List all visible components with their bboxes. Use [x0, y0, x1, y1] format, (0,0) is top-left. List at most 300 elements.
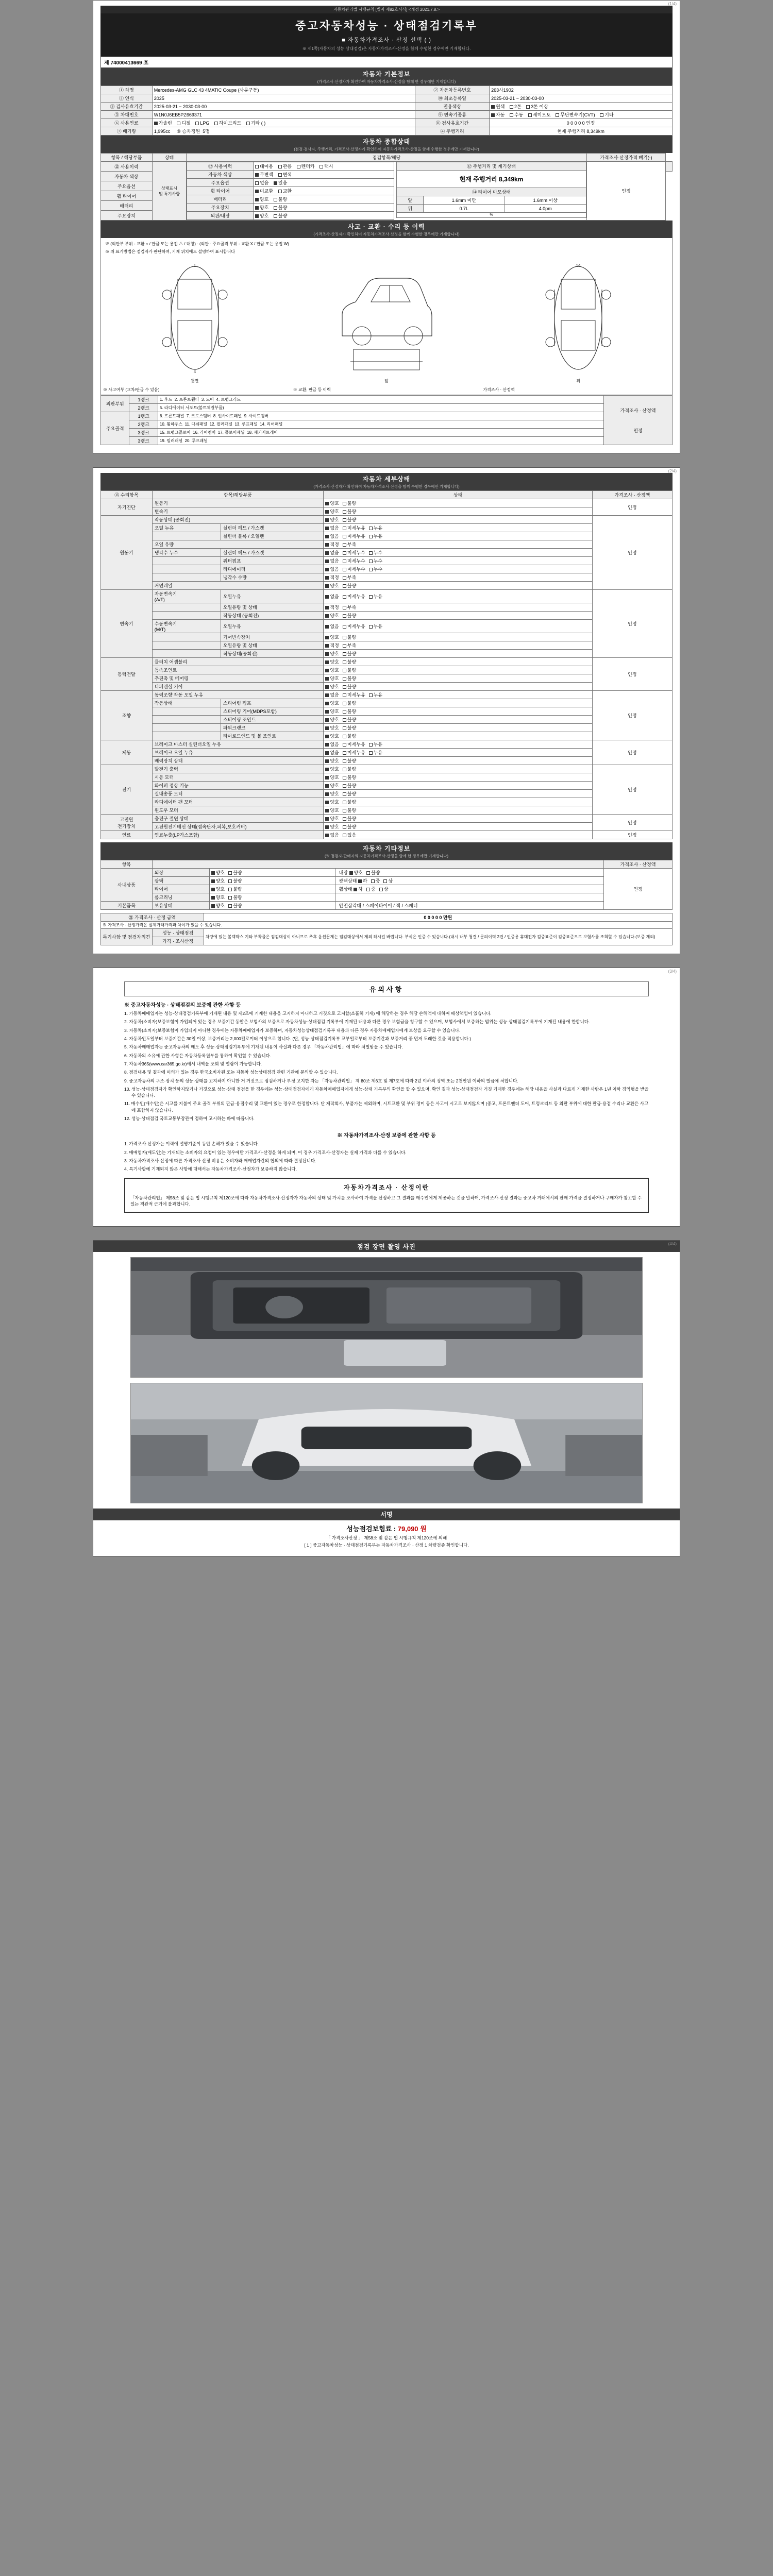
detail-8-0-opt-0[interactable]: 없음 — [325, 832, 339, 838]
overall-col-0: 항목 / 해당부품 — [101, 154, 153, 162]
detail-group-3: 동력전달 — [101, 658, 153, 691]
detail-6-0-opt-0[interactable]: 양호 — [325, 766, 339, 772]
detail-row — [101, 650, 673, 658]
detail-1-1-opt-1[interactable]: 미세누유 — [343, 524, 365, 531]
mileage-value: 현재 주행거리 8,349km — [397, 171, 586, 188]
detail-4-0-opt-0[interactable]: 없음 — [325, 691, 339, 698]
value-vin: W1N0J6EB5PZ669371 — [152, 111, 415, 119]
detail-7-0-opt-0[interactable]: 양호 — [325, 815, 339, 822]
ext-rank2-items: 5. 라디에이터 서포트(볼트체결부품) — [158, 404, 603, 412]
detail-label-4-3 — [152, 716, 221, 724]
detail-label-0-0: 원동기 — [152, 499, 324, 507]
notice-item: 8. 점검내용 및 결과에 이의가 있는 경우 한국소비자원 또는 자동차 성능상태점검 관련 기관에 문의할 수 있습니다. — [124, 1070, 338, 1075]
etc-row — [101, 869, 673, 877]
detail-group-1: 원동기 — [101, 516, 153, 590]
remarks-label: 특기사항 및 점검자의견 — [101, 929, 153, 945]
etc-col-0: 항목 — [101, 860, 153, 869]
detail-5-0-opt-0[interactable]: 없음 — [325, 741, 339, 748]
use-opt-1[interactable]: 관용 — [278, 163, 292, 170]
value-mileage: 현재 주행거리 8,349km — [490, 127, 673, 135]
detail-options-3-0 — [324, 658, 592, 666]
fuel-option-1[interactable]: 디젤 — [177, 120, 190, 126]
detail-4-3-opt-0[interactable]: 양호 — [325, 716, 339, 723]
battery-state-label: 배터리 — [187, 195, 254, 204]
detail-6-4-opt-1[interactable]: 불량 — [343, 799, 356, 805]
detail-label-2-6 — [152, 650, 221, 658]
main-device-options — [254, 204, 394, 212]
detail-3-2-opt-0[interactable]: 양호 — [325, 675, 339, 682]
detail-options-3-1 — [324, 666, 592, 674]
color-option-1[interactable]: 2톤 — [510, 103, 522, 110]
notice-item: 11. 매수인(매수인)은 시고를 지불이 주요 골격 부위의 판금·용접수리 및 교환이 있는 경우로 한정합니다. 단 제작회사, 부품가는 제외하며, 시트교환 및 부위 경미 등은 사고이 시고로 보지않으며 (중고, 프론트팬더 도어, 트렁크리드 등 외판 부위에 대한 판금·용접 수리나 교환은 사고에 포함하지 않습니다. — [124, 1101, 649, 1113]
panel-state-opt-1[interactable]: 불량 — [274, 212, 287, 219]
detail-7-0-opt-1[interactable]: 불량 — [343, 815, 356, 822]
panel-state-opt-0[interactable]: 양호 — [255, 212, 268, 219]
detail-2-3-opt-2[interactable]: 누유 — [369, 623, 382, 630]
detail-row — [101, 666, 673, 674]
detail-row — [101, 499, 673, 507]
detail-row — [101, 603, 673, 612]
notice-item: 6. 자동차의 소유에 관한 사항은 자동차등록원부를 통하여 확인할 수 있습니다. — [124, 1053, 272, 1058]
detail-5-1-opt-1[interactable]: 미세누유 — [343, 749, 365, 756]
overall-col-3: 가격조사·산정가격 빼기(-) — [586, 154, 666, 162]
color-option-0[interactable]: 원색 — [491, 103, 505, 110]
detail-sublabel-2-0: 오일누유 — [221, 590, 324, 603]
accident-price-cell — [603, 396, 672, 445]
rank2-label: 2랭크 — [129, 404, 158, 412]
detail-2-0-opt-0[interactable]: 없음 — [325, 593, 339, 600]
definition-text: 「자동차관리법」 제58조 및 같은 법 시행규칙 제120조에 따라 자동차가격조사·산정자가 자동차의 상태 및 가치를 조사하여 가격을 산정하고 그 결과를 매수인에게 제공하는 것을 말하며, 가격조사·산정 결과는 중고차 거래에서의 판매 가격을 결정하거나 구매자가 참고할 수 있는 객관적 근거에 불과합니다. — [130, 1195, 642, 1207]
etc-a-0-opt-0[interactable]: 양호 — [211, 869, 225, 876]
detail-8-0-opt-1[interactable]: 있음 — [343, 832, 356, 838]
detail-6-1-opt-1[interactable]: 불량 — [343, 774, 356, 781]
photo-underbody[interactable] — [130, 1383, 643, 1503]
etc-a-0-opt-1[interactable]: 불량 — [228, 869, 242, 876]
battery-state-opt-0[interactable]: 양호 — [255, 196, 268, 202]
detail-label-4-0: 동력조향 작동 오일 누유 — [152, 691, 324, 699]
use-opt-0[interactable]: 대여용 — [255, 163, 273, 170]
detail-1-4-opt-0[interactable]: 없음 — [325, 549, 339, 556]
notice-item: 3. 자동차가격조사·산정에 따른 가격조사 산정 비용은 소비자와 매매업자간의 협의에 따라 결정됩니다. — [124, 1158, 316, 1163]
detail-1-1-opt-2[interactable]: 누유 — [369, 524, 382, 531]
detail-options-1-6 — [324, 565, 592, 573]
detail-options-7-0 — [324, 815, 592, 823]
option-state-opt-0[interactable]: 없음 — [255, 179, 268, 186]
detail-price-0: 인정 — [592, 499, 672, 516]
detail-3-1-opt-1[interactable]: 불량 — [343, 667, 356, 673]
tire-header: ⑭ 타이어 마모상태 — [397, 188, 586, 196]
detail-2-3-opt-1[interactable]: 미세누유 — [343, 623, 365, 630]
tire-row-1-left: 0.7L — [423, 205, 505, 213]
value-fuel — [152, 119, 415, 127]
insurance-fee-value: 79,090 원 — [397, 1525, 427, 1533]
label-transmission: ⑨ 변속기종류 — [415, 111, 489, 119]
main-device-opt-1[interactable]: 불량 — [274, 204, 287, 211]
detail-5-0-opt-1[interactable]: 미세누유 — [343, 741, 365, 748]
detail-label-8-0: 연료누출(LP가스포함) — [152, 831, 324, 839]
etc-b-2-opt-1[interactable]: 중 — [366, 886, 376, 892]
detail-1-4-opt-1[interactable]: 미세누수 — [343, 549, 365, 556]
detail-2-5-opt-1[interactable]: 부족 — [343, 642, 356, 649]
transmission-option-0[interactable]: 자동 — [491, 111, 505, 118]
notice-item: 2. 매매업자(매도인)는 기재되는 소비자의 요청이 있는 경우에만 가격조사·산정을 하게 되며, 이 경우 가격조사·산정자는 실제 가격과 다를 수 있습니다. — [124, 1149, 407, 1155]
detail-0-1-opt-0[interactable]: 양호 — [325, 508, 339, 515]
detail-5-2-opt-0[interactable]: 양호 — [325, 757, 339, 764]
label-car-name: ① 차명 — [101, 86, 153, 94]
detail-options-1-4 — [324, 549, 592, 557]
detail-options-4-1 — [324, 699, 592, 707]
detail-group-7: 고전원 전기장치 — [101, 815, 153, 831]
car-diagram-side-caption: 앞 — [384, 379, 389, 383]
fuel-option-3[interactable]: 하이브리드 — [214, 120, 241, 126]
detail-6-2-opt-0[interactable]: 양호 — [325, 782, 339, 789]
label-inspection-period: ③ 검사유효기간 — [101, 103, 153, 111]
detail-group-0: 자기진단 — [101, 499, 153, 516]
detail-2-6-opt-1[interactable]: 불량 — [343, 650, 356, 657]
etc-b-1-opt-1[interactable]: 중 — [371, 877, 380, 884]
ext-panel-label: 외판부위 — [101, 396, 129, 412]
notice-item: 3. 자동차(소비자)보증보험이 가입되지 아니한 경우에는 자동차매매업자가 보증하며, 자동차성능상태점검기록부 내용과 다른 경우 자동차매매업자에게 보상을 요구할 수 있습니다. — [124, 1027, 461, 1033]
car-diagram-side[interactable] — [335, 259, 438, 384]
accident-price-header: 가격조사 · 산정액 — [620, 408, 656, 413]
etc-opts-0 — [209, 869, 335, 877]
detail-3-3-opt-0[interactable]: 양호 — [325, 683, 339, 690]
detail-2-4-opt-0[interactable]: 양호 — [325, 634, 339, 640]
detail-1-6-opt-0[interactable]: 없음 — [325, 566, 339, 572]
transmission-option-1[interactable]: 수동 — [510, 111, 523, 118]
detail-sublabel-4-2: 스티어링 기어(MDPS포함) — [221, 707, 324, 716]
detail-1-6-opt-1[interactable]: 미세누수 — [343, 566, 365, 572]
etc-a-1-opt-0[interactable]: 양호 — [211, 877, 225, 884]
detail-label-4-5 — [152, 732, 221, 740]
detail-3-0-opt-0[interactable]: 양호 — [325, 658, 339, 665]
label-year: ② 연식 — [101, 94, 153, 103]
transmission-option-3[interactable]: 무단변속기(CVT) — [556, 111, 595, 118]
detail-1-2-opt-2[interactable]: 누유 — [369, 533, 382, 539]
detail-row — [101, 620, 673, 633]
use-opt-2[interactable]: 렌터카 — [297, 163, 315, 170]
etc-label-3: 룸크리닝 — [152, 893, 209, 902]
fuel-option-0[interactable]: 가솔린 — [154, 120, 172, 126]
detail-label-6-4: 라디에이터 팬 모터 — [152, 798, 324, 806]
overall-row-label-5: 주요장치 — [101, 211, 153, 221]
detail-1-0-opt-1[interactable]: 불량 — [343, 516, 356, 523]
detail-2-2-opt-1[interactable]: 불량 — [343, 612, 356, 619]
detail-3-3-opt-1[interactable]: 불량 — [343, 683, 356, 690]
detail-group-6: 전기 — [101, 765, 153, 815]
notice-item: 4. 자동차인도일부터 보증기간은 30일 이상, 보증거리는 2,000킬로미터 이상으로 합니다. (단, 성능·상태점검기록부 교부일로부터 보증기간과 보증거리 중 먼저 도래한 것을 적용합니다.) — [124, 1036, 472, 1041]
option-state-options — [254, 179, 394, 187]
svg-text:4: 4 — [193, 369, 196, 374]
etc-group-0: 사내상품 — [101, 869, 153, 902]
etc-a-3-opt-0[interactable]: 양호 — [211, 894, 225, 901]
section-overall-title: 자동차 종합상태 — [362, 138, 411, 145]
etc-label-2: 타이어 — [152, 885, 209, 893]
photo-list — [93, 1257, 680, 1503]
etc-row — [101, 902, 673, 910]
detail-label-1-8: 커먼레일 — [152, 582, 324, 590]
detail-sublabel-4-1: 스티어링 펌프 — [221, 699, 324, 707]
detail-4-1-opt-1[interactable]: 불량 — [343, 700, 356, 706]
etc-b-2-opt-0[interactable]: 하 — [354, 886, 363, 892]
etc-row — [101, 893, 673, 902]
detail-sublabel-1-2: 실린더 블록 / 오일팬 — [221, 532, 324, 540]
page-3 — [93, 968, 680, 1227]
fuel-option-2[interactable]: LPG — [195, 121, 209, 126]
section-basic-info-header — [100, 68, 673, 86]
detail-price-3: 인정 — [592, 658, 672, 691]
accident-legend-1: ※ (외판부 부위 - 교환 ○ / 판금 또는 용접 △ / 대칭) · (외판 · 주요골격 부위 - 교환 X / 판금 또는 용접 W) — [105, 242, 289, 246]
etc-b-0-opt-0[interactable]: 양호 — [349, 869, 363, 876]
detail-1-5-opt-1[interactable]: 미세누수 — [343, 557, 365, 564]
detail-label-0-1: 변속기 — [152, 507, 324, 516]
etc-b-2-opt-2[interactable]: 상 — [379, 886, 389, 892]
detail-1-2-opt-1[interactable]: 미세누유 — [343, 533, 365, 539]
detail-row — [101, 765, 673, 773]
wheel-state-opt-0[interactable]: 미교환 — [255, 188, 273, 194]
label-mileage: ④ 주행거리 — [415, 127, 489, 135]
detail-2-0-opt-2[interactable]: 누유 — [369, 593, 382, 600]
detail-4-2-opt-1[interactable]: 불량 — [343, 708, 356, 715]
detail-1-5-opt-2[interactable]: 누수 — [369, 557, 382, 564]
detail-options-8-0 — [324, 831, 592, 839]
detail-row — [101, 773, 673, 782]
detail-4-5-opt-1[interactable]: 불량 — [343, 733, 356, 739]
detail-1-4-opt-2[interactable]: 누수 — [369, 549, 382, 556]
notice-item: 1. 가동차매매업자는 성능·상태점검기록부에 기재된 내용 및 제2조에 기재한 내용을 고지하지 아니하고 거짓으로 고지할(소홀히 기재) 에 해당하는 경우 해당 손해액에 대하여 배상책임이 있습니다. — [124, 1011, 492, 1016]
notice-title: 유의사항 — [124, 981, 649, 996]
frame-rank2-items: 10. 휠하우스 11. 대쉬패널 12. 필러패널 13. 루프패널 14. 리어패널 — [158, 420, 603, 429]
detail-6-1-opt-0[interactable]: 양호 — [325, 774, 339, 781]
detail-2-3-opt-0[interactable]: 없음 — [325, 623, 339, 630]
detail-1-3-opt-1[interactable]: 부족 — [343, 541, 356, 548]
notice-item: 4. 특기사항에 기재되지 않은 사항에 대해서는 자동차가격조사·산정자가 보증하지 않습니다. — [124, 1166, 297, 1172]
detail-5-1-opt-0[interactable]: 없음 — [325, 749, 339, 756]
frame-label: 주요골격 — [101, 412, 129, 445]
detail-1-1-opt-0[interactable]: 없음 — [325, 524, 339, 531]
document-note: ※ 제1쪽(자동차의 성능·상태점검)은 자동차가격조사·산정을 함께 수행한 경우에만 기재합니다. — [302, 46, 471, 51]
detail-options-1-2 — [324, 532, 592, 540]
detail-1-8-opt-1[interactable]: 불량 — [343, 582, 356, 589]
detail-1-2-opt-0[interactable]: 없음 — [325, 533, 339, 539]
detail-6-2-opt-1[interactable]: 불량 — [343, 782, 356, 789]
detail-3-2-opt-1[interactable]: 불량 — [343, 675, 356, 682]
car-diagram-front-caption: 윗면 — [190, 379, 199, 383]
battery-state-opt-1[interactable]: 불량 — [274, 196, 287, 202]
wheel-state-opt-1[interactable]: 교환 — [278, 188, 292, 194]
color-option-2[interactable]: 3톤 이상 — [526, 103, 548, 110]
detail-price-7: 인정 — [592, 815, 672, 831]
value-car-name: Mercedes-AMG GLC 43 4MATIC Coupe (사륜구동) — [152, 86, 415, 94]
overall-detail-cell — [187, 162, 586, 221]
page-mark-1: (1/4) — [668, 2, 677, 6]
detail-7-1-opt-1[interactable]: 불량 — [343, 823, 356, 830]
detail-label-5-0: 브레이크 마스터 실린더오일 누유 — [152, 740, 324, 749]
detail-price-5: 인정 — [592, 740, 672, 765]
mileage-box-label: ⑫ 주행거리 및 계기상태 — [397, 162, 586, 171]
detail-label-1-7 — [152, 573, 221, 582]
section-basic-info-hint: (가격조사·산정자가 확인하여 자동차가격조사·산정을 함께 한 경우에만 기재합니다) — [317, 79, 456, 84]
detail-row — [101, 590, 673, 603]
detail-row — [101, 540, 673, 549]
notice-item: 5. 자동차매매업자는 중고자동차의 매도 후 성능·상태점검기록부에 기재된 내용이 사실과 다른 경우 「자동차관리법」에 따라 처벌받을 수 있습니다. — [124, 1044, 403, 1050]
detail-sublabel-2-4: 기어변속장치 — [221, 633, 324, 641]
photos-header: 점검 장면 촬영 사진 — [93, 1241, 680, 1252]
etc-price: 인정 — [603, 869, 672, 910]
detail-2-6-opt-0[interactable]: 양호 — [325, 650, 339, 657]
detail-5-0-opt-2[interactable]: 누유 — [369, 741, 382, 748]
color-state-opt-0[interactable]: 무변색 — [255, 171, 273, 178]
detail-row — [101, 524, 673, 532]
svg-text:1: 1 — [193, 263, 196, 268]
detail-4-0-opt-1[interactable]: 미세누유 — [343, 691, 365, 698]
detail-6-4-opt-0[interactable]: 양호 — [325, 799, 339, 805]
photo-engine-bay[interactable] — [130, 1257, 643, 1378]
detail-5-1-opt-2[interactable]: 누유 — [369, 749, 382, 756]
notice-sub-1: ※ 중고자동차성능 · 상태점검의 보증에 관한 사항 등 — [124, 1003, 241, 1008]
car-diagram-front[interactable] — [156, 259, 233, 384]
detail-1-7-opt-0[interactable]: 적정 — [325, 574, 339, 581]
detail-6-3-opt-1[interactable]: 불량 — [343, 790, 356, 797]
etc-b-0-opt-1[interactable]: 불량 — [366, 869, 380, 876]
detail-6-0-opt-1[interactable]: 불량 — [343, 766, 356, 772]
option-state-opt-1[interactable]: 있음 — [274, 179, 287, 186]
overall-col-1: 상태 — [152, 154, 187, 162]
detail-label-2-2 — [152, 612, 221, 620]
battery-state-options — [254, 195, 394, 204]
color-state-opt-1[interactable]: 변색 — [278, 171, 292, 178]
value-reg-no: 263사1902 — [490, 86, 673, 94]
detail-4-1-opt-0[interactable]: 양호 — [325, 700, 339, 706]
etc-a-3-opt-1[interactable]: 불량 — [228, 894, 242, 901]
overall-row-label-2: 주요옵션 — [101, 181, 153, 191]
detail-3-0-opt-1[interactable]: 불량 — [343, 658, 356, 665]
car-diagram-row — [103, 256, 670, 385]
detail-4-4-opt-1[interactable]: 불량 — [343, 724, 356, 731]
accident-parts-table — [100, 395, 673, 445]
etc-label-1: 광택 — [152, 877, 209, 885]
detail-2-1-opt-0[interactable]: 적정 — [325, 604, 339, 611]
tire-row-0-right: 1.6mm 이상 — [505, 196, 586, 205]
tire-row-0-label: 앞 — [397, 196, 423, 205]
price-unit: 0 0 0 0 0 만원 — [204, 913, 672, 922]
signature-header: 서명 — [93, 1509, 680, 1520]
detail-1-6-opt-2[interactable]: 누수 — [369, 566, 382, 572]
etc-a-4-opt-1[interactable]: 불량 — [228, 902, 242, 909]
detail-6-5-opt-0[interactable]: 양호 — [325, 807, 339, 814]
detail-2-4-opt-1[interactable]: 불량 — [343, 634, 356, 640]
etc-a-1-opt-1[interactable]: 불량 — [228, 877, 242, 884]
detail-label-2-3: 수동변속기 (M/T) — [152, 620, 221, 633]
transmission-option-4[interactable]: 기타 — [600, 111, 613, 118]
detail-col-1: 항목/해당부품 — [152, 491, 324, 499]
detail-row — [101, 641, 673, 650]
tire-row-0-left: 1.6mm 미만 — [423, 196, 505, 205]
detail-row — [101, 724, 673, 732]
etc-extra-2: 휠상태 하 중 상 — [335, 885, 603, 893]
detail-2-1-opt-1[interactable]: 부족 — [343, 604, 356, 611]
page-mark-2: (2/4) — [668, 469, 677, 473]
etc-b-1-opt-2[interactable]: 상 — [383, 877, 393, 884]
label-gear: ⑪ 검사유효기간 — [415, 119, 489, 127]
detail-col-0: ⑮ 수리항목 — [101, 491, 153, 499]
etc-a-2-opt-1[interactable]: 불량 — [228, 886, 242, 892]
detail-1-7-opt-1[interactable]: 부족 — [343, 574, 356, 581]
detail-0-0-opt-0[interactable]: 양호 — [325, 500, 339, 506]
detail-row — [101, 658, 673, 666]
detail-4-3-opt-1[interactable]: 불량 — [343, 716, 356, 723]
value-color-options — [490, 103, 673, 111]
page-mark-4: (4/4) — [668, 1242, 677, 1247]
detail-price-1: 인정 — [592, 516, 672, 590]
insurance-fee-label: 성능점검보험료 : — [346, 1525, 396, 1533]
detail-options-1-0 — [324, 516, 592, 524]
detail-1-8-opt-0[interactable]: 양호 — [325, 582, 339, 589]
remarks-text: 차량에 있는 볼랙박스 기타 부착물은 점검대상이 아니므로 추후 옵션문제는 점검대상에서 제외 하시길 바랍니다. 부식은 인증 수 있습니다.(내시 내부 청결 / 문의이력 2건 / 인증용 휴대전자 검증표준이 검증표준으로 보험사를 조회할 수 있습니다.(보증 제외) — [204, 929, 672, 945]
detail-4-4-opt-0[interactable]: 양호 — [325, 724, 339, 731]
detail-5-2-opt-1[interactable]: 불량 — [343, 757, 356, 764]
page-4 — [93, 1240, 680, 1556]
detail-3-1-opt-0[interactable]: 양호 — [325, 667, 339, 673]
etc-b-1-opt-0[interactable]: 하 — [358, 877, 367, 884]
detail-1-5-opt-0[interactable]: 없음 — [325, 557, 339, 564]
detail-label-4-4 — [152, 724, 221, 732]
detail-options-2-1 — [324, 603, 592, 612]
detail-group-2: 변속기 — [101, 590, 153, 658]
detail-6-5-opt-1[interactable]: 불량 — [343, 807, 356, 814]
label-vin: ⑤ 차대번호 — [101, 111, 153, 119]
detail-4-0-opt-2[interactable]: 누유 — [369, 691, 382, 698]
detail-1-0-opt-0[interactable]: 양호 — [325, 516, 339, 523]
detail-4-2-opt-0[interactable]: 양호 — [325, 708, 339, 715]
notice-item: 10. 성능·상태점검자가 확인하지않거나 거짓으로 성능·상태 점검을 한 경우에는 성능·상태점검자에게 자동차매매업자에게 성능·상태 기록부의 확인을 할 수 있으며, 확인 결과 성능·상태점검자 거짓 기재한 경우에는 해당 내용을 사실과 다르게 기재한 사람은 1년 이하 징역형을 받을 수 있습니다. — [124, 1086, 649, 1098]
detail-row — [101, 612, 673, 620]
value-first-reg: 2025-03-21 ~ 2030-03-00 — [490, 94, 673, 103]
detail-2-2-opt-0[interactable]: 양호 — [325, 612, 339, 619]
fuel-option-4[interactable]: 기타 ( ) — [246, 120, 265, 126]
detail-2-5-opt-0[interactable]: 적정 — [325, 642, 339, 649]
etc-extra-0: 내장 양호 불량 — [335, 869, 603, 877]
car-diagram-rear[interactable] — [540, 259, 617, 384]
main-device-opt-0[interactable]: 양호 — [255, 204, 268, 211]
detail-1-3-opt-0[interactable]: 적정 — [325, 541, 339, 548]
detail-4-5-opt-0[interactable]: 양호 — [325, 733, 339, 739]
detail-2-0-opt-1[interactable]: 미세누유 — [343, 593, 365, 600]
detail-row — [101, 707, 673, 716]
frame-rank1-items: 6. 프론트패널 7. 크로스멤버 8. 인사이드패널 9. 사이드멤버 — [158, 412, 603, 420]
detail-row — [101, 507, 673, 516]
detail-options-2-2 — [324, 612, 592, 620]
overall-row-label-0: ⑫ 사용이력 — [101, 162, 153, 172]
detail-label-5-2: 배력장치 상태 — [152, 757, 324, 765]
etc-a-4-opt-0[interactable]: 양호 — [211, 902, 225, 909]
notice-item: 1. 가격조사·산정가는 이력에 설명기준이 동안 손해가 있을 수 있습니다. — [124, 1141, 259, 1147]
detail-0-0-opt-1[interactable]: 불량 — [343, 500, 356, 506]
detail-sublabel-4-4: 파워크랭크 — [221, 724, 324, 732]
repair-question: ※ 교환, 판금 등 이력 — [293, 387, 331, 392]
etc-a-2-opt-0[interactable]: 양호 — [211, 886, 225, 892]
basic-info-table — [100, 86, 673, 135]
detail-7-1-opt-0[interactable]: 양호 — [325, 823, 339, 830]
detail-label-2-5 — [152, 641, 221, 650]
detail-0-1-opt-1[interactable]: 불량 — [343, 508, 356, 515]
transmission-option-2[interactable]: 세미오토 — [528, 111, 551, 118]
detail-label-2-0: 자동변속기 (A/T) — [152, 590, 221, 603]
use-opt-3[interactable]: 택시 — [320, 163, 333, 170]
detail-6-3-opt-0[interactable]: 양호 — [325, 790, 339, 797]
etc-row — [101, 877, 673, 885]
main-device-label: 주요장치 — [187, 204, 254, 212]
